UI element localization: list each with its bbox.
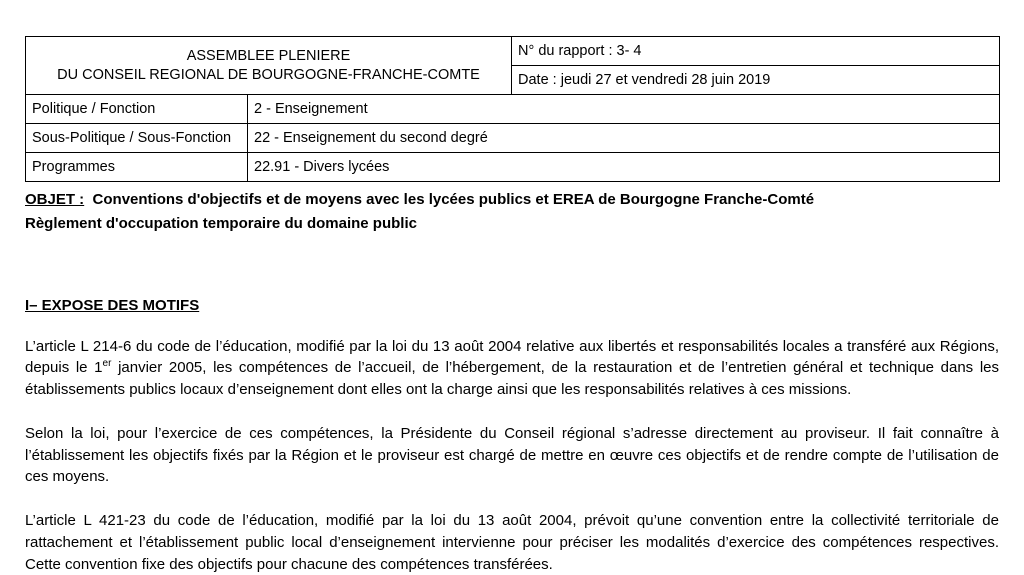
objet-line2: Règlement d'occupation temporaire du domaine public <box>25 215 417 233</box>
assembly-title-line1: ASSEMBLEE PLENIERE <box>186 48 351 65</box>
paragraph-2: Selon la loi, pour l’exercice de ces compétences, la Présidente du Conseil régional s’adresse directement au proviseur. Il fait connaître à l’établissement les objectifs fixés par la Région et le proviseur est chargé de mettre en œuvre ces objectifs et de rendre compte de l’utilisation de ces moyens. <box>25 424 999 486</box>
section-title-expose-des-motifs: I– EXPOSE DES MOTIFS <box>25 296 200 314</box>
paragraph-3: L’article L 421-23 du code de l’éducation, modifié par la loi du 13 août 2004, prévoit qu’une convention entre la collectivité territoriale de rattachement et l’établissement public local d’enseignement intervienne pour préciser les modalités d’exercice des compétences respectives. Cette convention fixe des objectifs pour chacune des compétences transférées. <box>25 512 999 573</box>
assembly-title-line2: DU CONSEIL REGIONAL DE BOURGOGNE-FRANCHE-COMTE <box>57 66 480 83</box>
politique-fonction-value: 2 - Enseignement <box>248 95 1000 124</box>
report-date-cell: Date : jeudi 27 et vendredi 28 juin 2019 <box>512 66 1000 95</box>
document-body <box>25 190 999 575</box>
objet-label: OBJET : <box>25 191 85 208</box>
table-row <box>26 153 1000 182</box>
table-row <box>26 37 1000 66</box>
objet-block <box>25 190 999 210</box>
sous-politique-label: Sous-Politique / Sous-Fonction <box>26 124 248 153</box>
programmes-label: Programmes <box>26 153 248 182</box>
paragraph-1 <box>25 336 999 401</box>
objet-line1: Conventions d'objectifs et de moyens avec les lycées publics et EREA de Bourgogne Franche-Comté <box>92 191 815 208</box>
sous-politique-value: 22 - Enseignement du second degré <box>248 124 1000 153</box>
table-row <box>26 124 1000 153</box>
programmes-value: 22.91 - Divers lycées <box>248 153 1000 182</box>
report-number-cell: N° du rapport : 3- 4 <box>512 37 1000 66</box>
paragraph-1-part1: L’article L 214-6 du code de l’éducation, modifié par la loi du 13 août 2004 relative aux libertés et responsabilités locales a transféré aux Régions, depuis le 1 <box>25 337 999 377</box>
report-header-table <box>25 36 1000 182</box>
politique-fonction-label: Politique / Fonction <box>26 95 248 124</box>
paragraph-1-superscript: er <box>102 358 112 370</box>
paragraph-1-part2: janvier 2005, les compétences de l’accueil, de l’hébergement, de la restauration et de l’entretien général et technique dans les établissements publics locaux d’enseignement dont elles ont la charge ainsi que les responsabilités relatives à ces missions. <box>25 359 999 398</box>
assembly-title-cell <box>26 37 512 95</box>
table-row <box>26 95 1000 124</box>
